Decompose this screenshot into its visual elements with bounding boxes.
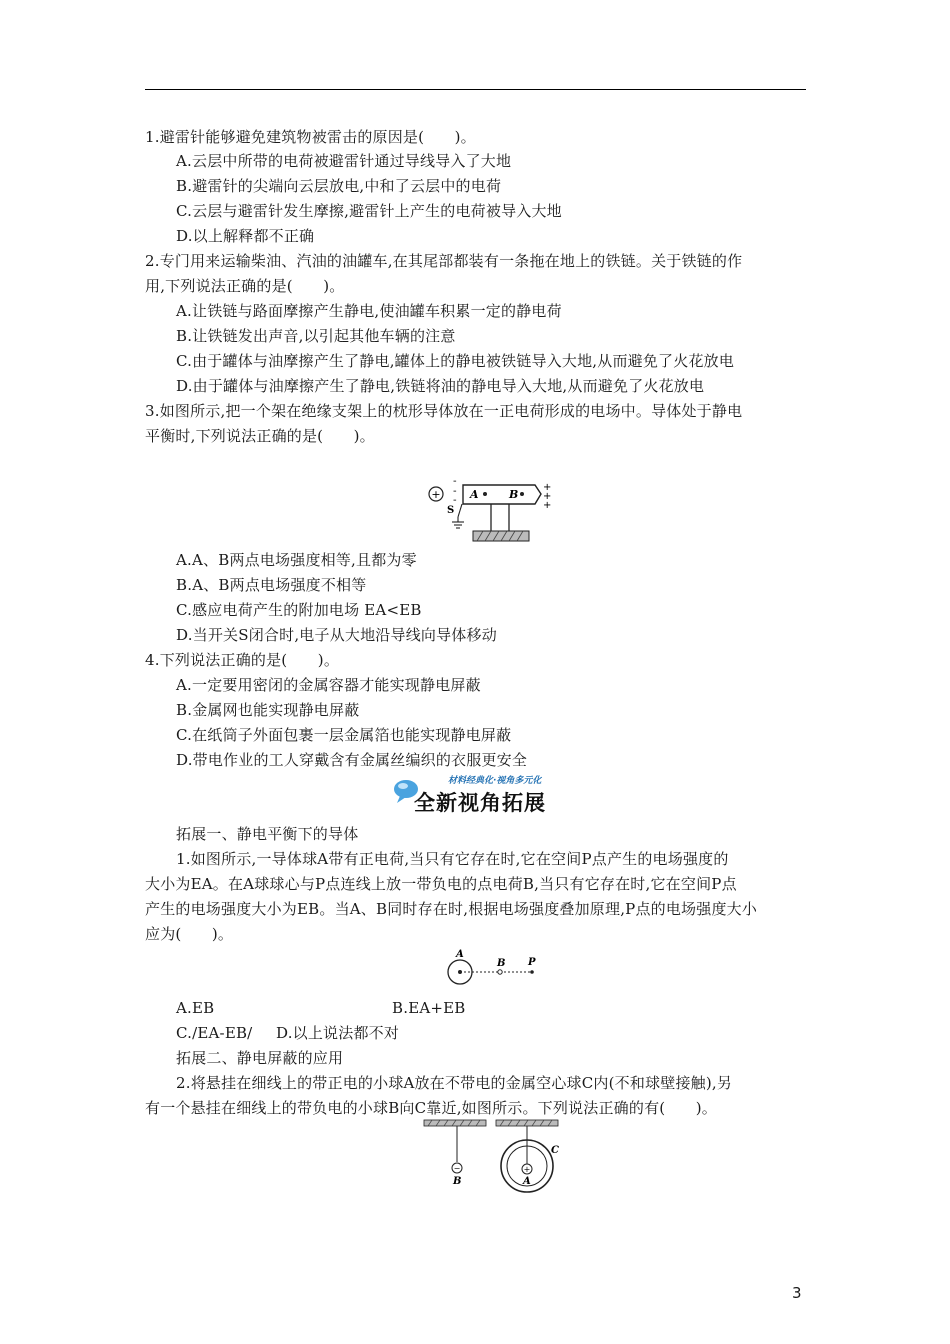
q4-option-a: A.一定要用密闭的金属容器才能实现静电屏蔽: [176, 676, 481, 694]
svg-text:B: B: [497, 958, 506, 969]
ext1-q1-option-c: C./EA-EB/: [176, 1024, 253, 1042]
ext2-q2-stem-1: 2.将悬挂在细线上的带正电的小球A放在不带电的金属空心球C内(不和球壁接触),另: [176, 1074, 733, 1092]
page-number: 3: [792, 1284, 802, 1302]
ext2-q2-stem-2: 有一个悬挂在细线上的带负电的小球B向C靠近,如图所示。下列说法正确的有( )。: [145, 1099, 717, 1117]
ext1-q1-option-a: A.EB: [176, 999, 215, 1017]
svg-text:A: A: [523, 1176, 531, 1187]
header-rule: [145, 89, 806, 90]
q3-option-b: B.A、B两点电场强度不相等: [176, 576, 367, 594]
q2-option-d: D.由于罐体与油摩擦产生了静电,铁链将油的静电导入大地,从而避免了火花放电: [176, 377, 705, 395]
svg-text:A: A: [470, 488, 479, 501]
svg-text:+: +: [543, 500, 552, 511]
q4-option-b: B.金属网也能实现静电屏蔽: [176, 701, 360, 719]
svg-text:-: -: [453, 476, 457, 487]
svg-text:A: A: [456, 949, 464, 960]
svg-text:B: B: [509, 488, 519, 501]
q1-stem: 1.避雷针能够避免建筑物被雷击的原因是( )。: [145, 128, 476, 146]
ext1-q1-option-b: B.EA+EB: [392, 999, 466, 1017]
q4-option-c: C.在纸筒子外面包裹一层金属箔也能实现静电屏蔽: [176, 726, 512, 744]
q3-stem-2: 平衡时,下列说法正确的是( )。: [145, 427, 375, 445]
svg-text:P: P: [528, 957, 536, 968]
svg-text:-: -: [453, 495, 457, 506]
svg-text:−: −: [453, 1164, 461, 1173]
svg-text:+: +: [543, 482, 552, 493]
ext1-q1-stem-4: 应为( )。: [145, 925, 234, 943]
q1-option-d: D.以上解释都不正确: [176, 227, 315, 245]
q1-option-a: A.云层中所带的电荷被避雷针通过导线导入了大地: [176, 152, 512, 170]
q1-option-b: B.避雷针的尖端向云层放电,中和了云层中的电荷: [176, 177, 502, 195]
q3-stem-1: 3.如图所示,把一个架在绝缘支架上的枕形导体放在一正电荷形成的电场中。导体处于静电: [145, 402, 743, 420]
q2-stem-1: 2.专门用来运输柴油、汽油的油罐车,在其尾部都装有一条拖在地上的铁链。关于铁链的作: [145, 252, 743, 270]
q2-option-b: B.让铁链发出声音,以引起其他车辆的注意: [176, 327, 456, 345]
ext1-q1-option-d: D.以上说法都不对: [276, 1024, 400, 1042]
pillow-conductor-figure: [425, 475, 560, 547]
q3-option-a: A.A、B两点电场强度相等,且都为零: [176, 551, 417, 569]
q3-option-c: C.感应电荷产生的附加电场 EA<EB: [176, 601, 422, 619]
shielding-sphere-figure: [422, 1118, 572, 1194]
q2-option-a: A.让铁链与路面摩擦产生静电,使油罐车积累一定的静电荷: [176, 302, 562, 320]
q3-option-d: D.当开关S闭合时,电子从大地沿导线向导体移动: [176, 626, 497, 644]
q1-option-c: C.云层与避雷针发生摩擦,避雷针上产生的电荷被导入大地: [176, 202, 562, 220]
banner-subtitle: 材料经典化·视角多元化: [448, 776, 542, 786]
ext1-q1-stem-1: 1.如图所示,一导体球A带有正电荷,当只有它存在时,它在空间P点产生的电场强度的: [176, 850, 729, 868]
svg-text:-: -: [453, 486, 457, 497]
svg-text:B: B: [453, 1176, 462, 1187]
q4-stem: 4.下列说法正确的是( )。: [145, 651, 340, 669]
svg-text:+: +: [431, 488, 441, 501]
extension-2-heading: 拓展二、静电屏蔽的应用: [176, 1049, 344, 1067]
q2-option-c: C.由于罐体与油摩擦产生了静电,罐体上的静电被铁链导入大地,从而避免了火花放电: [176, 352, 735, 370]
banner-title: 全新视角拓展: [414, 791, 546, 815]
svg-text:C: C: [551, 1145, 559, 1156]
q4-option-d: D.带电作业的工人穿戴含有金属丝编织的衣服更安全: [176, 751, 528, 769]
sphere-point-figure: [442, 946, 547, 988]
svg-text:S: S: [447, 505, 455, 516]
ext1-q1-stem-2: 大小为EA。在A球球心与P点连线上放一带负电的点电荷B,当只有它存在时,它在空间P点: [145, 875, 737, 893]
svg-text:+: +: [543, 491, 552, 502]
svg-text:+: +: [523, 1165, 531, 1174]
extension-1-heading: 拓展一、静电平衡下的导体: [176, 825, 359, 843]
q2-stem-2: 用,下列说法正确的是( )。: [145, 277, 345, 295]
ext1-q1-stem-3: 产生的电场强度大小为EB。当A、B同时存在时,根据电场强度叠加原理,P点的电场强度大小: [145, 900, 758, 918]
